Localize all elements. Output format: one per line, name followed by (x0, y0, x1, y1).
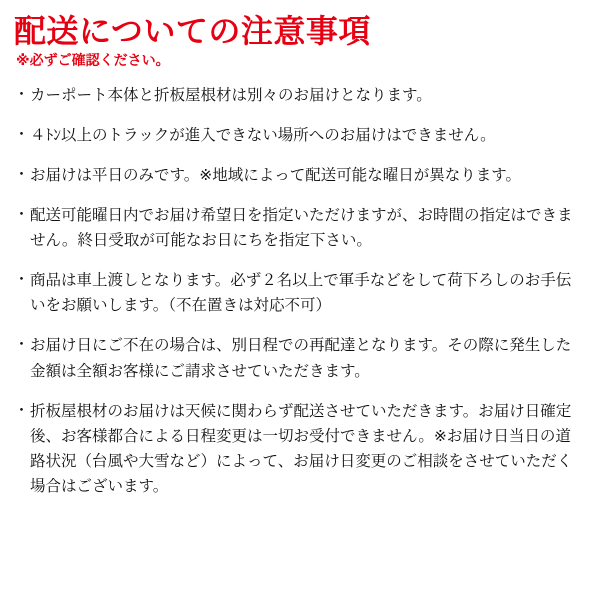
bullet-icon: ・ (14, 401, 30, 419)
page-title: 配送についての注意事項 (14, 13, 371, 49)
bullet-icon: ・ (14, 205, 30, 223)
note-text: 商品は車上渡しとなります。必ず２名以上で軍手などをして荷下ろしのお手伝いをお願いします。（不在置きは対応不可） (30, 272, 572, 315)
list-item (14, 333, 586, 383)
note-text: お届けは平日のみです。※地域によって配送可能な曜日が異なります。 (30, 166, 522, 184)
bullet-icon: ・ (14, 165, 30, 183)
list-item (14, 163, 586, 188)
list-item (14, 83, 586, 108)
bullet-icon: ・ (14, 271, 30, 289)
list-item (14, 399, 586, 499)
note-text: カーポート本体と折板屋根材は別々のお届けとなります。 (30, 86, 432, 104)
note-text: 折板屋根材のお届けは天候に関わらず配送させていただきます。お届け日確定後、お客様都合による日程変更は一切お受付できません。※お届け日当日の道路状況（台風や大雪など）によって、お届け日変更のご相談をさせていただく場合はございます。 (30, 402, 573, 495)
list-item (14, 268, 586, 318)
bullet-icon: ・ (14, 336, 30, 354)
list-item (14, 203, 586, 253)
bullet-icon: ・ (14, 85, 30, 103)
note-text: お届け日にご不在の場合は、別日程での再配達となります。その際に発生した金額は全額お客様にご請求させていただきます。 (30, 337, 572, 380)
note-text: ４ﾄﾝ以上のトラックが進入できない場所へのお届けはできません。 (30, 126, 496, 144)
page-subtitle: ※必ずご確認ください。 (16, 51, 170, 68)
bullet-icon: ・ (14, 125, 30, 143)
list-item (14, 123, 586, 148)
note-text: 配送可能曜日内でお届け希望日を指定いただけますが、お時間の指定はできません。終日受取が可能なお日にちを指定下さい。 (30, 206, 573, 250)
notes-list (14, 83, 586, 499)
